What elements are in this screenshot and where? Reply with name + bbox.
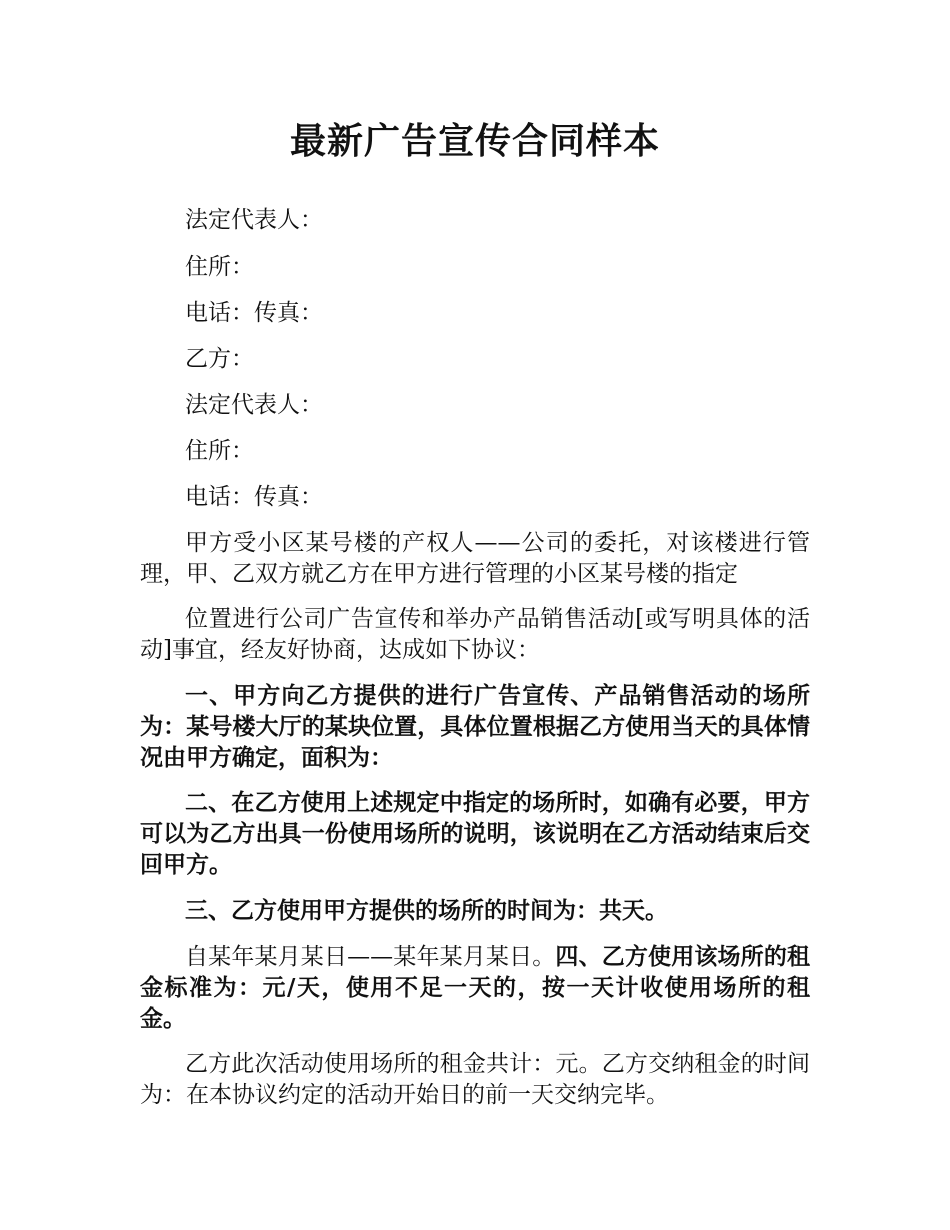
clause-1: 一、甲方向乙方提供的进行广告宣传、产品销售活动的场所为：某号楼大厅的某块位置，具体位置根据乙方使用当天的具体情况由甲方确定，面积为： xyxy=(140,683,810,771)
date-range: 自某年某月某日——某年某月某日。 xyxy=(185,944,556,970)
document-title: 最新广告宣传合同样本 xyxy=(289,121,660,162)
clause-2: 二、在乙方使用上述规定中指定的场所时，如确有必要，甲方可以为乙方出具一份使用场所的说明，该说明在乙方活动结束后交回甲方。 xyxy=(140,790,810,878)
clause-4-paragraph xyxy=(140,942,810,1035)
party-b-address: 住所： xyxy=(185,438,254,464)
clause-4: 四、乙方使用该场所的租金标准为：元/天，使用不足一天的，按一天计收使用场所的租金。 xyxy=(140,944,811,1032)
rent-total-paragraph: 乙方此次活动使用场所的租金共计：元。乙方交纳租金的时间为：在本协议约定的活动开始日的前一天交纳完毕。 xyxy=(140,1051,810,1108)
intro-paragraph: 甲方受小区某号楼的产权人——公司的委托，对该楼进行管理，甲、乙双方就乙方在甲方进行管理的小区某号楼的指定 xyxy=(140,530,810,587)
party-b-label: 乙方： xyxy=(185,346,254,372)
party-b-phone-fax: 电话：传真： xyxy=(185,484,323,510)
intro-continuation: 位置进行公司广告宣传和举办产品销售活动[或写明具体的活动]事宜，经友好协商，达成如下协议： xyxy=(140,606,810,663)
clause-3: 三、乙方使用甲方提供的场所的时间为：共天。 xyxy=(185,898,668,924)
party-a-address: 住所： xyxy=(185,254,254,280)
party-a-phone-fax: 电话：传真： xyxy=(185,300,323,326)
party-b-legal-rep: 法定代表人： xyxy=(185,392,323,418)
party-a-legal-rep: 法定代表人： xyxy=(185,207,323,233)
